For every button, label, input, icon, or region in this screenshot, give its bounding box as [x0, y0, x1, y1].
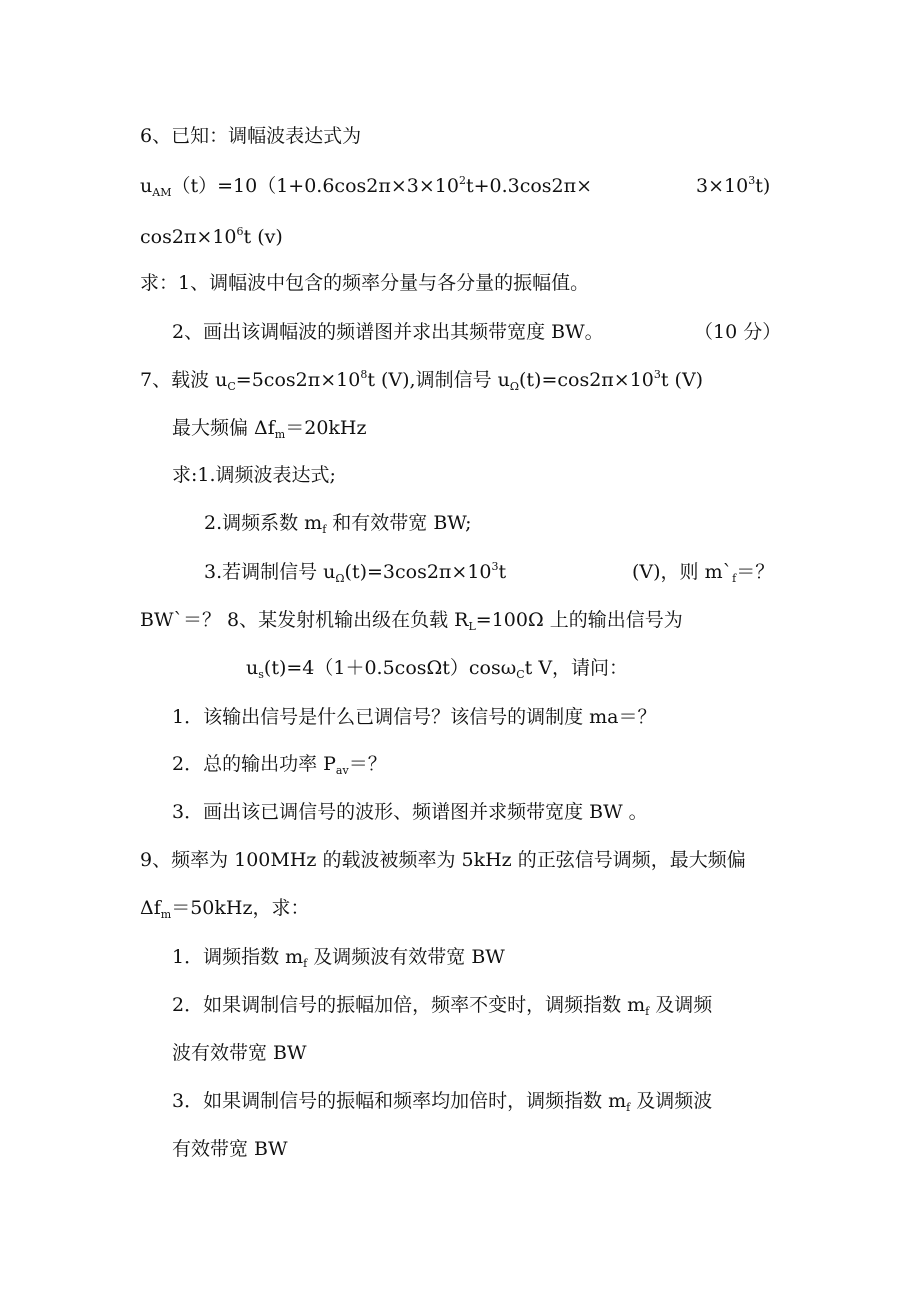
q9-line2: $\Delta f_m=50kHz$，求： — [140, 897, 310, 921]
q8-line2: $u_s(t)=4(1+0.5\cos\Omega t)\cos\omega_Ct$ V，请问： — [246, 657, 629, 681]
q6-ask-2: 2、画出该调幅波的频谱图并求出其频带宽度 BW。 — [172, 321, 604, 343]
q8-line5: 3．画出该已调信号的波形、频谱图并求频带宽度 BW 。 — [172, 801, 648, 823]
q7-line3: 求:1.调频波表达式; — [172, 464, 336, 486]
q8-line3: 1．该输出信号是什么已调信号？该信号的调制度 ma＝？ — [172, 706, 657, 728]
q9-line7: 有效带宽 BW — [172, 1138, 288, 1160]
q7-line4: 2.调频系数 $m_f$ 和有效带宽 BW; — [204, 512, 472, 536]
q6-equation-line1: $u_{AM}(t)=10(1+0.6\cos 2\pi\times 3\times 10^2t+0.3\cos 2\pi\times$ $3\times 10^3t$) — [140, 174, 771, 199]
q9-line4: 2．如果调制信号的振幅加倍，频率不变时，调频指数 $m_f$ 及调频 — [172, 994, 713, 1018]
q9-line3: 1．调频指数 $m_f$ 及调频波有效带宽 BW — [172, 946, 505, 970]
q7-line1: 7、载波 $u_C=5\cos 2\pi\times 10^8t$ (V),调制信号 $u_\Omega(t)=\cos 2\pi\times 10^3t$ (V) — [140, 368, 704, 393]
q9-line5: 波有效带宽 BW — [172, 1042, 307, 1064]
q8-line4: 2．总的输出功率 $P_{av}=$？ — [172, 753, 387, 777]
q7-line5: 3.若调制信号 $u_\Omega(t)=3\cos 2\pi\times 10^3t$ (V)，则 $m`_f=$？ — [204, 560, 775, 585]
q6-ask-1: 求：1、调幅波中包含的频率分量与各分量的振幅值。 — [140, 272, 590, 294]
q8-line1: BW`＝？ 8、某发射机输出级在负载 $R_L=100\Omega$ 上的输出信号为 — [140, 609, 683, 633]
q6-score: （10 分） — [694, 321, 782, 343]
q6-equation-line2: $\cos 2\pi\times 10^6t$ (v) — [140, 225, 283, 248]
q9-line6: 3．如果调制信号的振幅和频率均加倍时，调频指数 $m_f$ 及调频波 — [172, 1090, 713, 1114]
q6-heading: 6、已知：调幅波表达式为 — [140, 125, 362, 147]
q7-line2: 最大频偏 $\Delta f_m=20kHz$ — [172, 417, 367, 441]
q9-line1: 9、频率为 100MHz 的载波被频率为 5kHz 的正弦信号调频，最大频偏 — [140, 849, 746, 871]
